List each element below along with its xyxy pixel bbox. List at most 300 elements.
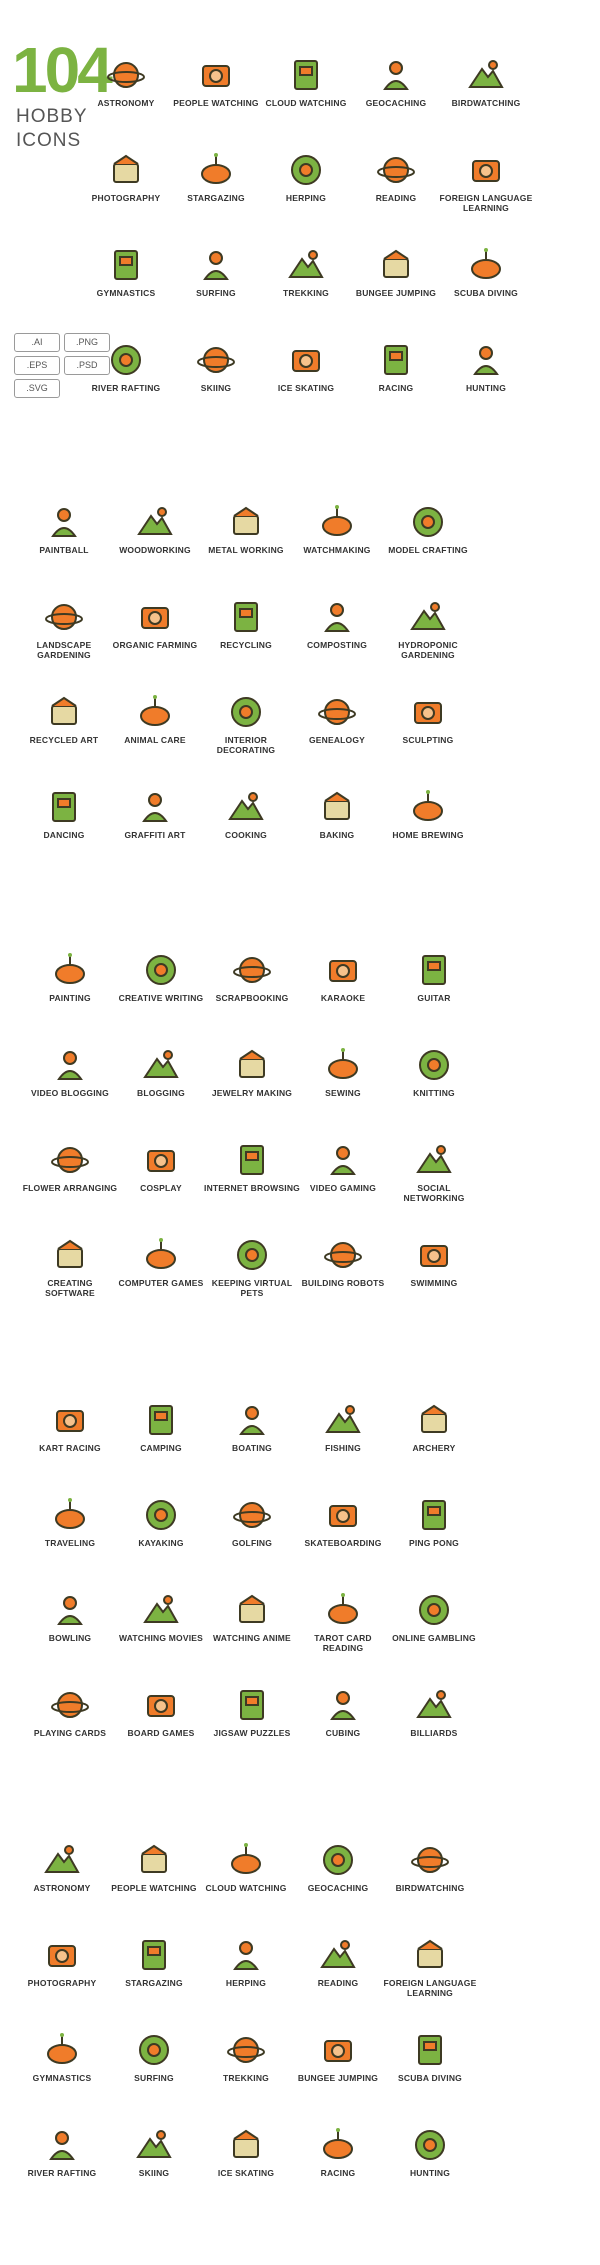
- reading-icon: [318, 1935, 358, 1975]
- icon-tile-painting: [22, 950, 118, 1003]
- hero-number: 104: [12, 34, 110, 106]
- icon-label: SCRAPBOOKING: [215, 993, 289, 1003]
- icon-label: TRAVELING: [44, 1538, 96, 1548]
- playing-cards-icon: [50, 1685, 90, 1725]
- icon-label: BILLIARDS: [410, 1728, 458, 1738]
- icon-tile-composting: [289, 597, 385, 650]
- icon-label: CUBING: [325, 1728, 361, 1738]
- dancing-icon: [44, 787, 84, 827]
- icon-label: FISHING: [325, 1443, 361, 1453]
- icon-tile-traveling: [22, 1495, 118, 1548]
- woodworking-icon: [135, 502, 175, 542]
- icon-label: STARGAZING: [125, 1978, 183, 1988]
- icon-label: HOME BREWING: [392, 830, 464, 840]
- icon-label: CREATIVE WRITING: [118, 993, 204, 1003]
- icon-tile-karaoke: [295, 950, 391, 1003]
- format-badge-png: .PNG: [64, 333, 110, 352]
- icon-tile-watchmaking: [289, 502, 385, 555]
- icon-label: PHOTOGRAPHY: [91, 193, 161, 203]
- icon-tile-playing-cards: [22, 1685, 118, 1738]
- icon-label: BAKING: [319, 830, 355, 840]
- kayaking-icon: [141, 1495, 181, 1535]
- icon-tile-scuba-diving: [438, 245, 534, 298]
- icon-label: ICE SKATING: [217, 2168, 275, 2178]
- icon-tile-river-rafting: [14, 2125, 110, 2178]
- icon-label: BUILDING ROBOTS: [301, 1278, 385, 1288]
- icon-tile-billiards: [386, 1685, 482, 1738]
- icon-label: READING: [375, 193, 417, 203]
- icon-tile-scuba-diving: [382, 2030, 478, 2083]
- blogging-icon: [141, 1045, 181, 1085]
- icon-tile-geocaching: [290, 1840, 386, 1893]
- icon-label: COOKING: [224, 830, 267, 840]
- icon-tile-people-watching: [168, 55, 264, 108]
- board-games-icon: [141, 1685, 181, 1725]
- icon-tile-photography: [14, 1935, 110, 1988]
- icon-tile-board-games: [113, 1685, 209, 1738]
- icon-tile-gymnastics: [14, 2030, 110, 2083]
- icon-label: BLOGGING: [137, 1088, 185, 1098]
- icon-tile-trekking: [198, 2030, 294, 2083]
- geocaching-icon: [376, 55, 416, 95]
- jigsaw-puzzles-icon: [232, 1685, 272, 1725]
- icon-tile-skateboarding: [295, 1495, 391, 1548]
- kart-racing-icon: [50, 1400, 90, 1440]
- icon-label: ANIMAL CARE: [124, 735, 186, 745]
- icon-label: HUNTING: [409, 2168, 451, 2178]
- icon-label: LANDSCAPE GARDENING: [36, 640, 92, 660]
- icon-tile-skiing: [168, 340, 264, 393]
- skiing-icon: [196, 340, 236, 380]
- icon-tile-bowling: [22, 1590, 118, 1643]
- metal-working-icon: [226, 502, 266, 542]
- golfing-icon: [232, 1495, 272, 1535]
- icon-label: KARAOKE: [320, 993, 366, 1003]
- icon-label: RECYCLING: [220, 640, 272, 650]
- icon-tile-archery: [386, 1400, 482, 1453]
- icon-tile-internet-browsing: [204, 1140, 300, 1193]
- icon-tile-swimming: [386, 1235, 482, 1288]
- icon-label: HUNTING: [465, 383, 507, 393]
- icon-tile-model-crafting: [380, 502, 476, 555]
- icon-label: SCUBA DIVING: [454, 288, 518, 298]
- sculpting-icon: [408, 692, 448, 732]
- reading-icon: [376, 150, 416, 190]
- icon-tile-river-rafting: [78, 340, 174, 393]
- icon-tile-cubing: [295, 1685, 391, 1738]
- icon-tile-camping: [113, 1400, 209, 1453]
- organic-farming-icon: [135, 597, 175, 637]
- birdwatching-icon: [410, 1840, 450, 1880]
- video-gaming-icon: [323, 1140, 363, 1180]
- flower-arranging-icon: [50, 1140, 90, 1180]
- hero-title-line2: ICONS: [16, 130, 82, 151]
- icon-label: KAYAKING: [138, 1538, 184, 1548]
- creative-writing-icon: [141, 950, 181, 990]
- people-watching-icon: [196, 55, 236, 95]
- icon-label: GEOCACHING: [365, 98, 427, 108]
- icon-label: METAL WORKING: [208, 545, 284, 555]
- cubing-icon: [323, 1685, 363, 1725]
- icon-tile-hunting: [438, 340, 534, 393]
- icon-tile-creative-writing: [113, 950, 209, 1003]
- ping-pong-icon: [414, 1495, 454, 1535]
- scuba-diving-icon: [410, 2030, 450, 2070]
- icon-tile-foreign-language-learning: [382, 1935, 478, 1998]
- icon-tile-reading: [348, 150, 444, 203]
- icon-label: ICE SKATING: [277, 383, 335, 393]
- icon-tile-dancing: [16, 787, 112, 840]
- people-watching-icon: [134, 1840, 174, 1880]
- icon-tile-sewing: [295, 1045, 391, 1098]
- icon-label: SCUBA DIVING: [398, 2073, 462, 2083]
- recycled-art-icon: [44, 692, 84, 732]
- icon-tile-blogging: [113, 1045, 209, 1098]
- building-robots-icon: [323, 1235, 363, 1275]
- icon-label: PLAYING CARDS: [33, 1728, 107, 1738]
- icon-label: SKIING: [138, 2168, 170, 2178]
- icon-tile-creating-software: [22, 1235, 118, 1298]
- paintball-icon: [44, 502, 84, 542]
- gymnastics-icon: [42, 2030, 82, 2070]
- icon-tile-golfing: [204, 1495, 300, 1548]
- icon-label: COSPLAY: [140, 1183, 182, 1193]
- icon-label: RACING: [320, 2168, 356, 2178]
- hunting-icon: [410, 2125, 450, 2165]
- bowling-icon: [50, 1590, 90, 1630]
- hunting-icon: [466, 340, 506, 380]
- jewelry-making-icon: [232, 1045, 272, 1085]
- icon-tile-recycling: [198, 597, 294, 650]
- knitting-icon: [414, 1045, 454, 1085]
- icon-tile-geocaching: [348, 55, 444, 108]
- format-badge-psd: .PSD: [64, 356, 110, 375]
- animal-care-icon: [135, 692, 175, 732]
- racing-icon: [376, 340, 416, 380]
- icon-tile-ping-pong: [386, 1495, 482, 1548]
- icon-tile-animal-care: [107, 692, 203, 745]
- icon-tile-herping: [258, 150, 354, 203]
- icon-label: GEOCACHING: [307, 1883, 369, 1893]
- icon-tile-social-networking: [386, 1140, 482, 1203]
- stargazing-icon: [196, 150, 236, 190]
- icon-tile-building-robots: [295, 1235, 391, 1288]
- icon-label: GUITAR: [417, 993, 451, 1003]
- icon-tile-hydroponic-gardening: [380, 597, 476, 660]
- social-networking-icon: [414, 1140, 454, 1180]
- painting-icon: [50, 950, 90, 990]
- icon-tile-recycled-art: [16, 692, 112, 745]
- icon-label: TREKKING: [283, 288, 329, 298]
- icon-label: KART RACING: [39, 1443, 101, 1453]
- icon-label: WOODWORKING: [119, 545, 191, 555]
- photography-icon: [42, 1935, 82, 1975]
- icon-label: JIGSAW PUZZLES: [213, 1728, 291, 1738]
- cloud-watching-icon: [286, 55, 326, 95]
- traveling-icon: [50, 1495, 90, 1535]
- icon-label: SURFING: [196, 288, 236, 298]
- icon-tile-astronomy: [78, 55, 174, 108]
- herping-icon: [286, 150, 326, 190]
- icon-tile-photography: [78, 150, 174, 203]
- guitar-icon: [414, 950, 454, 990]
- icon-tile-watching-anime: [204, 1590, 300, 1643]
- icon-tile-ice-skating: [198, 2125, 294, 2178]
- icon-tile-herping: [198, 1935, 294, 1988]
- birdwatching-icon: [466, 55, 506, 95]
- icon-label: READING: [317, 1978, 359, 1988]
- icon-label: CREATING SOFTWARE: [45, 1278, 95, 1298]
- icon-tile-bungee-jumping: [290, 2030, 386, 2083]
- icon-label: ONLINE GAMBLING: [392, 1633, 476, 1643]
- icon-label: ASTRONOMY: [33, 1883, 91, 1893]
- icon-label: GYMNASTICS: [96, 288, 156, 298]
- icon-label: RIVER RAFTING: [27, 2168, 97, 2178]
- icon-tile-graffiti-art: [107, 787, 203, 840]
- icon-tile-online-gambling: [386, 1590, 482, 1643]
- composting-icon: [317, 597, 357, 637]
- online-gambling-icon: [414, 1590, 454, 1630]
- icon-tile-keeping-virtual-pets: [204, 1235, 300, 1298]
- icon-label: BOATING: [232, 1443, 272, 1453]
- format-badge-svg: .SVG: [14, 379, 60, 398]
- gymnastics-icon: [106, 245, 146, 285]
- hydroponic-gardening-icon: [408, 597, 448, 637]
- recycling-icon: [226, 597, 266, 637]
- icon-label: SURFING: [134, 2073, 174, 2083]
- format-badge-ai: .AI: [14, 333, 60, 352]
- astronomy-icon: [106, 55, 146, 95]
- watching-anime-icon: [232, 1590, 272, 1630]
- scuba-diving-icon: [466, 245, 506, 285]
- baking-icon: [317, 787, 357, 827]
- interior-decorating-icon: [226, 692, 266, 732]
- icon-tile-sculpting: [380, 692, 476, 745]
- icon-tile-trekking: [258, 245, 354, 298]
- icon-label: RECYCLED ART: [29, 735, 99, 745]
- format-badge-eps: .EPS: [14, 356, 60, 375]
- icon-tile-surfing: [106, 2030, 202, 2083]
- icon-tile-stargazing: [168, 150, 264, 203]
- icon-tile-astronomy: [14, 1840, 110, 1893]
- icon-tile-cooking: [198, 787, 294, 840]
- icon-label: BUNGEE JUMPING: [297, 2073, 379, 2083]
- trekking-icon: [286, 245, 326, 285]
- icon-label: BOARD GAMES: [127, 1728, 195, 1738]
- icon-label: PHOTOGRAPHY: [27, 1978, 97, 1988]
- cooking-icon: [226, 787, 266, 827]
- racing-icon: [318, 2125, 358, 2165]
- camping-icon: [141, 1400, 181, 1440]
- icon-tile-genealogy: [289, 692, 385, 745]
- tarot-card-reading-icon: [323, 1590, 363, 1630]
- icon-tile-video-blogging: [22, 1045, 118, 1098]
- icon-label: FOREIGN LANGUAGE LEARNING: [383, 1978, 477, 1998]
- watching-movies-icon: [141, 1590, 181, 1630]
- internet-browsing-icon: [232, 1140, 272, 1180]
- icon-label: SKIING: [200, 383, 232, 393]
- herping-icon: [226, 1935, 266, 1975]
- icon-tile-birdwatching: [382, 1840, 478, 1893]
- icon-tile-skiing: [106, 2125, 202, 2178]
- river-rafting-icon: [106, 340, 146, 380]
- model-crafting-icon: [408, 502, 448, 542]
- icon-tile-guitar: [386, 950, 482, 1003]
- astronomy-icon: [42, 1840, 82, 1880]
- icon-label: ORGANIC FARMING: [112, 640, 198, 650]
- icon-label: SKATEBOARDING: [304, 1538, 382, 1548]
- icon-tile-computer-games: [113, 1235, 209, 1288]
- icon-label: STARGAZING: [187, 193, 245, 203]
- icon-label: VIDEO GAMING: [309, 1183, 377, 1193]
- icon-label: INTERNET BROWSING: [204, 1183, 300, 1193]
- icon-label: PEOPLE WATCHING: [111, 1883, 197, 1893]
- icon-tile-foreign-language-learning: [438, 150, 534, 213]
- bungee-jumping-icon: [318, 2030, 358, 2070]
- icon-tile-boating: [204, 1400, 300, 1453]
- icon-tile-racing: [290, 2125, 386, 2178]
- icon-label: KEEPING VIRTUAL PETS: [211, 1278, 293, 1298]
- icon-label: RACING: [378, 383, 414, 393]
- icon-tile-knitting: [386, 1045, 482, 1098]
- landscape-gardening-icon: [44, 597, 84, 637]
- icon-tile-flower-arranging: [22, 1140, 118, 1193]
- cosplay-icon: [141, 1140, 181, 1180]
- icon-label: ARCHERY: [412, 1443, 456, 1453]
- computer-games-icon: [141, 1235, 181, 1275]
- river-rafting-icon: [42, 2125, 82, 2165]
- foreign-language-learning-icon: [410, 1935, 450, 1975]
- hero-title-line1: HOBBY: [16, 106, 88, 127]
- icon-label: SWIMMING: [410, 1278, 458, 1288]
- ice-skating-icon: [226, 2125, 266, 2165]
- icon-label: SCULPTING: [402, 735, 454, 745]
- icon-tile-gymnastics: [78, 245, 174, 298]
- icon-label: CAMPING: [140, 1443, 182, 1453]
- icon-tile-kart-racing: [22, 1400, 118, 1453]
- icon-label: JEWELRY MAKING: [211, 1088, 293, 1098]
- icon-label: DANCING: [43, 830, 85, 840]
- icon-tile-cosplay: [113, 1140, 209, 1193]
- photography-icon: [106, 150, 146, 190]
- icon-label: HERPING: [285, 193, 327, 203]
- icon-label: BIRDWATCHING: [395, 1883, 465, 1893]
- icon-label: GYMNASTICS: [32, 2073, 92, 2083]
- skateboarding-icon: [323, 1495, 363, 1535]
- icon-tile-metal-working: [198, 502, 294, 555]
- archery-icon: [414, 1400, 454, 1440]
- icon-tile-fishing: [295, 1400, 391, 1453]
- icon-tile-home-brewing: [380, 787, 476, 840]
- icon-label: COMPOSTING: [306, 640, 368, 650]
- icon-label: PING PONG: [409, 1538, 459, 1548]
- sewing-icon: [323, 1045, 363, 1085]
- icon-tile-cloud-watching: [258, 55, 354, 108]
- cloud-watching-icon: [226, 1840, 266, 1880]
- icon-tile-bungee-jumping: [348, 245, 444, 298]
- icon-tile-jewelry-making: [204, 1045, 300, 1098]
- icon-label: HYDROPONIC GARDENING: [398, 640, 458, 660]
- icon-label: RIVER RAFTING: [91, 383, 161, 393]
- skiing-icon: [134, 2125, 174, 2165]
- icon-label: SOCIAL NETWORKING: [403, 1183, 465, 1203]
- boating-icon: [232, 1400, 272, 1440]
- icon-label: MODEL CRAFTING: [388, 545, 468, 555]
- icon-tile-video-gaming: [295, 1140, 391, 1193]
- icon-tile-hunting: [382, 2125, 478, 2178]
- icon-tile-scrapbooking: [204, 950, 300, 1003]
- creating-software-icon: [50, 1235, 90, 1275]
- icon-tile-woodworking: [107, 502, 203, 555]
- keeping-virtual-pets-icon: [232, 1235, 272, 1275]
- icon-label: TAROT CARD READING: [314, 1633, 372, 1653]
- trekking-icon: [226, 2030, 266, 2070]
- icon-label: BUNGEE JUMPING: [355, 288, 437, 298]
- icon-tile-kayaking: [113, 1495, 209, 1548]
- swimming-icon: [414, 1235, 454, 1275]
- icon-label: PEOPLE WATCHING: [173, 98, 259, 108]
- icon-label: HERPING: [225, 1978, 267, 1988]
- icon-tile-surfing: [168, 245, 264, 298]
- graffiti-art-icon: [135, 787, 175, 827]
- foreign-language-learning-icon: [466, 150, 506, 190]
- icon-label: KNITTING: [413, 1088, 455, 1098]
- bungee-jumping-icon: [376, 245, 416, 285]
- icon-label: CLOUD WATCHING: [205, 1883, 287, 1893]
- icon-tile-tarot-card-reading: [295, 1590, 391, 1653]
- home-brewing-icon: [408, 787, 448, 827]
- genealogy-icon: [317, 692, 357, 732]
- watchmaking-icon: [317, 502, 357, 542]
- icon-label: INTERIOR DECORATING: [216, 735, 276, 755]
- icon-label: WATCHMAKING: [303, 545, 371, 555]
- icon-tile-people-watching: [106, 1840, 202, 1893]
- scrapbooking-icon: [232, 950, 272, 990]
- icon-tile-birdwatching: [438, 55, 534, 108]
- fishing-icon: [323, 1400, 363, 1440]
- icon-tile-cloud-watching: [198, 1840, 294, 1893]
- stargazing-icon: [134, 1935, 174, 1975]
- video-blogging-icon: [50, 1045, 90, 1085]
- icon-tile-jigsaw-puzzles: [204, 1685, 300, 1738]
- surfing-icon: [196, 245, 236, 285]
- ice-skating-icon: [286, 340, 326, 380]
- icon-label: PAINTBALL: [39, 545, 89, 555]
- icon-label: BOWLING: [48, 1633, 92, 1643]
- icon-label: WATCHING MOVIES: [118, 1633, 204, 1643]
- icon-tile-paintball: [16, 502, 112, 555]
- icon-label: FOREIGN LANGUAGE LEARNING: [439, 193, 533, 213]
- icon-tile-racing: [348, 340, 444, 393]
- billiards-icon: [414, 1685, 454, 1725]
- geocaching-icon: [318, 1840, 358, 1880]
- icon-label: SEWING: [325, 1088, 361, 1098]
- icon-tile-stargazing: [106, 1935, 202, 1988]
- icon-label: VIDEO BLOGGING: [31, 1088, 109, 1098]
- karaoke-icon: [323, 950, 363, 990]
- icon-label: GENEALOGY: [308, 735, 366, 745]
- icon-tile-ice-skating: [258, 340, 354, 393]
- icon-label: PAINTING: [49, 993, 91, 1003]
- icon-label: GOLFING: [231, 1538, 273, 1548]
- icon-label: GRAFFITI ART: [124, 830, 186, 840]
- icon-label: BIRDWATCHING: [451, 98, 521, 108]
- icon-tile-reading: [290, 1935, 386, 1988]
- surfing-icon: [134, 2030, 174, 2070]
- icon-tile-interior-decorating: [198, 692, 294, 755]
- icon-label: FLOWER ARRANGING: [22, 1183, 118, 1193]
- icon-tile-organic-farming: [107, 597, 203, 650]
